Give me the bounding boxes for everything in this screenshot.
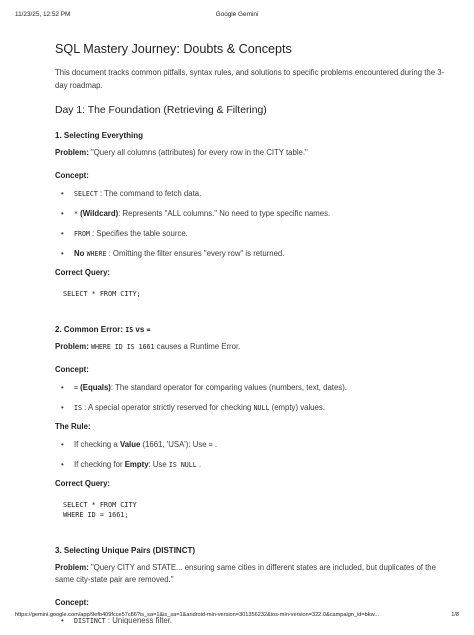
section2-heading: [55, 325, 445, 334]
list-item: [55, 208, 445, 220]
problem-label: Problem:: [55, 563, 89, 572]
section2-problem: [55, 341, 445, 353]
section1-problem: [55, 147, 445, 159]
section1-concept-label: Concept:: [55, 171, 89, 180]
section3-heading: 3. Selecting Unique Pairs (DISTINCT): [55, 546, 196, 555]
inline-code: IS: [125, 326, 134, 334]
print-page-number: 1/8: [451, 612, 459, 618]
print-site-title: Google Gemini: [215, 11, 259, 18]
item-text: : Uniqueness filter.: [105, 616, 173, 625]
list-item: [55, 459, 445, 471]
inline-code: WHERE: [86, 250, 107, 258]
list-item: [55, 188, 445, 200]
problem-text: "Query all columns (attributes) for every row in the CITY table.": [88, 148, 308, 157]
inline-code: NULL: [253, 404, 270, 412]
document-body: [55, 42, 445, 635]
inline-code: SELECT: [74, 190, 98, 198]
section1-correct-query-label: Correct Query:: [55, 268, 111, 277]
document-title: SQL Mastery Journey: Doubts & Concepts: [55, 42, 292, 56]
section1-code-block: [63, 289, 445, 299]
problem-label: Problem:: [55, 148, 89, 157]
section3-concept-label: Concept:: [55, 598, 89, 607]
section2-correct-query-label: Correct Query:: [55, 479, 111, 488]
inline-code: =: [146, 326, 151, 334]
inline-code: DISTINCT: [74, 617, 106, 625]
item-text: (empty) values.: [269, 403, 325, 412]
inline-code: *: [74, 210, 78, 218]
item-text: : Omitting the filter ensures "every row" is returned.: [106, 249, 285, 258]
print-url: https://gemini.google.com/app/9efb409fcce57c86?is_sa=1&is_sa=1&android-min-version=301356232&ios-min-version=322.0&campaign_id=bkw...: [15, 612, 379, 618]
section1-concept-list: [55, 188, 445, 260]
section1-heading: 1. Selecting Everything: [55, 131, 144, 140]
item-text: : Use: [148, 460, 169, 469]
item-text: If checking for: [74, 460, 125, 469]
heading-text: 2. Common Error:: [55, 325, 126, 334]
print-datetime: 11/23/25, 12:52 PM: [15, 11, 71, 18]
item-text: If checking a: [74, 440, 120, 449]
item-text: : Represents "ALL columns." No need to type specific names.: [118, 209, 331, 218]
section3-problem: [55, 562, 445, 586]
inline-code: =: [208, 441, 213, 449]
inline-code: =: [74, 384, 78, 392]
code-line: SELECT * FROM CITY: [63, 501, 137, 509]
item-text: : Specifies the table source.: [89, 229, 188, 238]
item-text: .: [196, 460, 202, 469]
inline-code: WHERE ID IS 1661: [90, 343, 155, 351]
item-text: : A special operator strictly reserved for checking: [81, 403, 254, 412]
list-item: [55, 402, 445, 414]
item-text: : The command to fetch data.: [97, 189, 202, 198]
item-bold: Value: [119, 440, 141, 449]
item-text: : The standard operator for comparing values (numbers, text, dates).: [110, 383, 347, 392]
item-bold: Empty: [124, 460, 149, 469]
section2-rule-label: The Rule:: [55, 422, 91, 431]
day1-heading: Day 1: The Foundation (Retrieving & Filtering): [55, 105, 267, 116]
item-bold: No: [74, 249, 87, 258]
code-line: WHERE ID = 1661;: [63, 511, 129, 519]
document-intro: This document tracks common pitfalls, syntax rules, and solutions to specific problems encountered during the 3-day roadmap.: [55, 68, 445, 90]
problem-label: Problem:: [55, 342, 89, 351]
item-text: (1661, 'USA'): Use: [140, 440, 209, 449]
print-footer: [15, 612, 459, 622]
code-line: SELECT * FROM CITY;: [63, 290, 141, 298]
item-text: .: [212, 440, 218, 449]
section2-concept-label: Concept:: [55, 365, 89, 374]
section2-code-block: [63, 500, 445, 520]
inline-code: FROM: [74, 230, 90, 238]
item-bold: (Wildcard): [77, 209, 119, 218]
inline-code: IS: [74, 404, 82, 412]
section2-concept-list: [55, 382, 445, 414]
list-item: [55, 439, 445, 451]
print-header: [15, 11, 459, 21]
section2-rule-list: [55, 439, 445, 471]
problem-text: causes a Runtime Error.: [154, 342, 241, 351]
item-bold: (Equals): [77, 383, 111, 392]
list-item: [55, 382, 445, 394]
problem-text: "Query CITY and STATE... ensuring same cities in different states are included, but duplicates of the same city-state pair are removed.": [55, 563, 436, 584]
heading-text: vs: [133, 325, 147, 334]
inline-code: IS NULL: [168, 461, 197, 469]
list-item: [55, 228, 445, 240]
list-item: [55, 248, 445, 260]
